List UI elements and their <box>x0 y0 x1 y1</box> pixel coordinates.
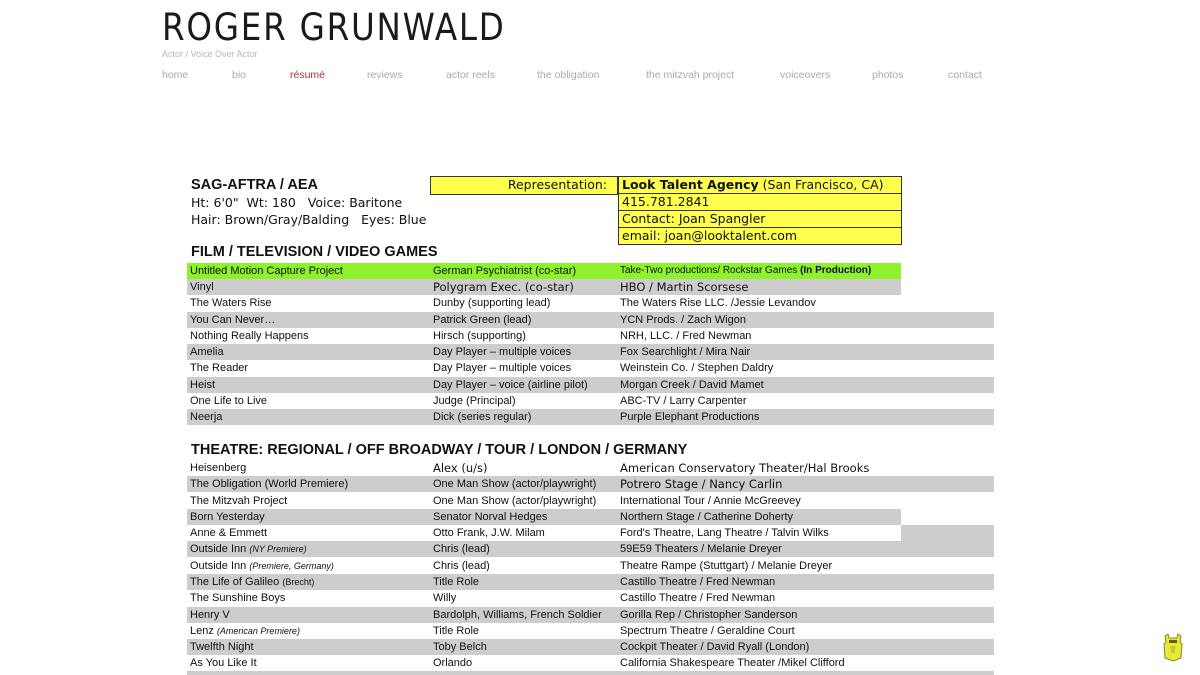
nav-the-mitzvah-project[interactable]: the mitzvah project <box>646 69 735 81</box>
credit-title: The Sunshine Boys <box>190 592 286 604</box>
credit-company: Theatre Rampe (Stuttgart) / Melanie Dreyer <box>620 560 833 572</box>
credit-title: One Life to Live <box>190 395 268 407</box>
credit-company: 59E59 Theaters / Melanie Dreyer <box>620 543 782 555</box>
theatre-row-partial <box>187 671 994 675</box>
film-section-title: FILM / TELEVISION / VIDEO GAMES <box>191 244 438 260</box>
credit-company: NRH, LLC. / Fred Newman <box>620 330 752 342</box>
credit-title: Outside Inn (NY Premiere) <box>190 543 307 555</box>
credit-title: The Mitzvah Project <box>190 495 288 507</box>
nav-contact[interactable]: contact <box>948 69 982 81</box>
theatre-row <box>187 476 994 492</box>
agency-line <box>618 176 902 194</box>
credit-title: Twelfth Night <box>190 641 254 653</box>
film-row <box>187 409 994 425</box>
nav-the-obligation[interactable]: the obligation <box>537 69 600 81</box>
credit-company: Morgan Creek / David Mamet <box>620 379 764 391</box>
theatre-row <box>187 460 994 476</box>
credit-role: Alex (u/s) <box>433 461 488 475</box>
film-row <box>187 295 994 311</box>
row-shading <box>901 525 994 541</box>
theatre-row <box>187 590 994 606</box>
credit-title: Born Yesterday <box>190 511 265 523</box>
theatre-row <box>187 655 994 671</box>
film-row <box>187 328 994 344</box>
credit-role: Judge (Principal) <box>433 395 516 407</box>
site-tagline: Actor / Voice Over Actor <box>162 49 258 59</box>
credit-role: Patrick Green (lead) <box>433 314 532 326</box>
credit-company: Take-Two productions/ Rockstar Games (In Production) <box>620 265 872 276</box>
nav-actor-reels[interactable]: actor reels <box>446 69 496 81</box>
credit-role: Senator Norval Hedges <box>433 511 548 523</box>
credit-role: Chris (lead) <box>433 543 490 555</box>
film-row <box>187 279 901 295</box>
credit-title: Henry V <box>190 609 230 621</box>
credit-title: Heisenberg <box>190 462 247 474</box>
film-row <box>187 393 994 409</box>
representation-label: Representation: <box>430 176 618 195</box>
credit-role: Chris (lead) <box>433 560 490 572</box>
credit-title: Outside Inn (Premiere, Germany) <box>190 560 334 572</box>
agency-phone: 415.781.2841 <box>618 193 902 211</box>
credit-role: Bardolph, Williams, French Soldier <box>433 609 602 621</box>
credit-role: One Man Show (actor/playwright) <box>433 495 597 507</box>
credit-title: Nothing Really Happens <box>190 330 309 342</box>
theatre-row <box>187 607 994 623</box>
credit-role: Day Player – voice (airline pilot) <box>433 379 588 391</box>
credit-company: ABC-TV / Larry Carpenter <box>620 395 747 407</box>
credit-company: Spectrum Theatre / Geraldine Court <box>620 625 795 637</box>
agency-name: Look Talent Agency <box>622 177 759 192</box>
credit-role: Day Player – multiple voices <box>433 362 572 374</box>
credit-title: The Waters Rise <box>190 297 272 309</box>
nav-voiceovers[interactable]: voiceovers <box>780 69 831 81</box>
credit-title: You Can Never… <box>190 314 276 326</box>
credit-company: American Conservatory Theater/Hal Brooks <box>620 461 870 475</box>
unions-heading: SAG-AFTRA / AEA <box>191 177 319 193</box>
credit-role: Toby Belch <box>433 641 487 653</box>
credit-company: The Waters Rise LLC. /Jessie Levandov <box>620 297 816 309</box>
film-row <box>187 360 994 376</box>
credit-role: Hirsch (supporting) <box>433 330 526 342</box>
credit-role: Title Role <box>433 625 480 637</box>
nav-home[interactable]: home <box>162 69 189 81</box>
physical-stats: Ht: 6'0" Wt: 180 Voice: Baritone <box>191 195 403 210</box>
credit-role: Willy <box>433 592 457 604</box>
credit-company: International Tour / Annie McGreevey <box>620 495 801 507</box>
nav-bio[interactable]: bio <box>232 69 247 81</box>
film-row <box>187 344 994 360</box>
credit-role: One Man Show (actor/playwright) <box>433 478 597 490</box>
credit-title: Anne & Emmett <box>190 527 268 539</box>
credit-company: HBO / Martin Scorsese <box>620 280 749 294</box>
credit-company: Castillo Theatre / Fred Newman <box>620 592 776 604</box>
appearance-stats: Hair: Brown/Gray/Balding Eyes: Blue <box>191 212 427 227</box>
nav-reviews[interactable]: reviews <box>367 69 403 81</box>
credit-title: The Life of Galileo (Brecht) <box>190 576 315 588</box>
credit-title: Untitled Motion Capture Project <box>190 265 343 277</box>
credit-company: Castillo Theatre / Fred Newman <box>620 576 776 588</box>
credit-company: Weinstein Co. / Stephen Daldry <box>620 362 774 374</box>
theatre-row <box>187 525 901 541</box>
credit-company: Fox Searchlight / Mira Nair <box>620 346 751 358</box>
theatre-section-title: THEATRE: REGIONAL / OFF BROADWAY / TOUR / LONDON / GERMANY <box>191 442 688 458</box>
credit-company: Gorilla Rep / Christopher Sanderson <box>620 609 798 621</box>
credit-title: Heist <box>190 379 216 391</box>
credit-company: Ford's Theatre, Lang Theatre / Talvin Wilks <box>620 527 829 539</box>
credit-role: Day Player – multiple voices <box>433 346 572 358</box>
agency-email[interactable]: email: joan@looktalent.com <box>618 227 902 245</box>
credit-company: Purple Elephant Productions <box>620 411 760 423</box>
credit-company: Potrero Stage / Nancy Carlin <box>620 477 783 491</box>
nav-photos[interactable]: photos <box>872 69 904 81</box>
credit-role: Polygram Exec. (co-star) <box>433 280 574 294</box>
theatre-row <box>187 493 994 509</box>
credit-title: Amelia <box>190 346 224 358</box>
credit-title: The Reader <box>190 362 249 374</box>
agency-location: (San Francisco, CA) <box>758 177 884 192</box>
theatre-row <box>187 509 901 525</box>
credit-title: Vinyl <box>190 281 214 293</box>
credit-role: Orlando <box>433 657 473 669</box>
credit-role: Dunby (supporting lead) <box>433 297 551 309</box>
theatre-row <box>187 623 994 639</box>
credit-role: Otto Frank, J.W. Milam <box>433 527 545 539</box>
credit-company: Cockpit Theater / David Ryall (London) <box>620 641 810 653</box>
theatre-row <box>187 639 994 655</box>
credit-role: Title Role <box>433 576 480 588</box>
theatre-row <box>187 558 994 574</box>
credit-company: YCN Prods. / Zach Wigon <box>620 314 746 326</box>
theatre-row <box>187 541 994 557</box>
theatre-row <box>187 574 994 590</box>
agency-contact: Contact: Joan Spangler <box>618 210 902 228</box>
site-title[interactable]: ROGER GRUNWALD <box>162 6 506 49</box>
credit-title: Neerja <box>190 411 223 423</box>
film-row <box>187 263 901 279</box>
credit-title: As You Like It <box>190 657 257 669</box>
credit-title: Lenz (American Premiere) <box>190 625 300 637</box>
credit-role: Dick (series regular) <box>433 411 532 423</box>
badge-icon[interactable] <box>1162 632 1184 662</box>
film-row <box>187 377 994 393</box>
credit-company: Northern Stage / Catherine Doherty <box>620 511 794 523</box>
credit-company: California Shakespeare Theater /Mikel Clifford <box>620 657 845 669</box>
nav-resume[interactable]: résumé <box>290 69 326 81</box>
film-row <box>187 312 994 328</box>
credit-title: The Obligation (World Premiere) <box>190 478 349 490</box>
credit-role: German Psychiatrist (co-star) <box>433 265 577 277</box>
